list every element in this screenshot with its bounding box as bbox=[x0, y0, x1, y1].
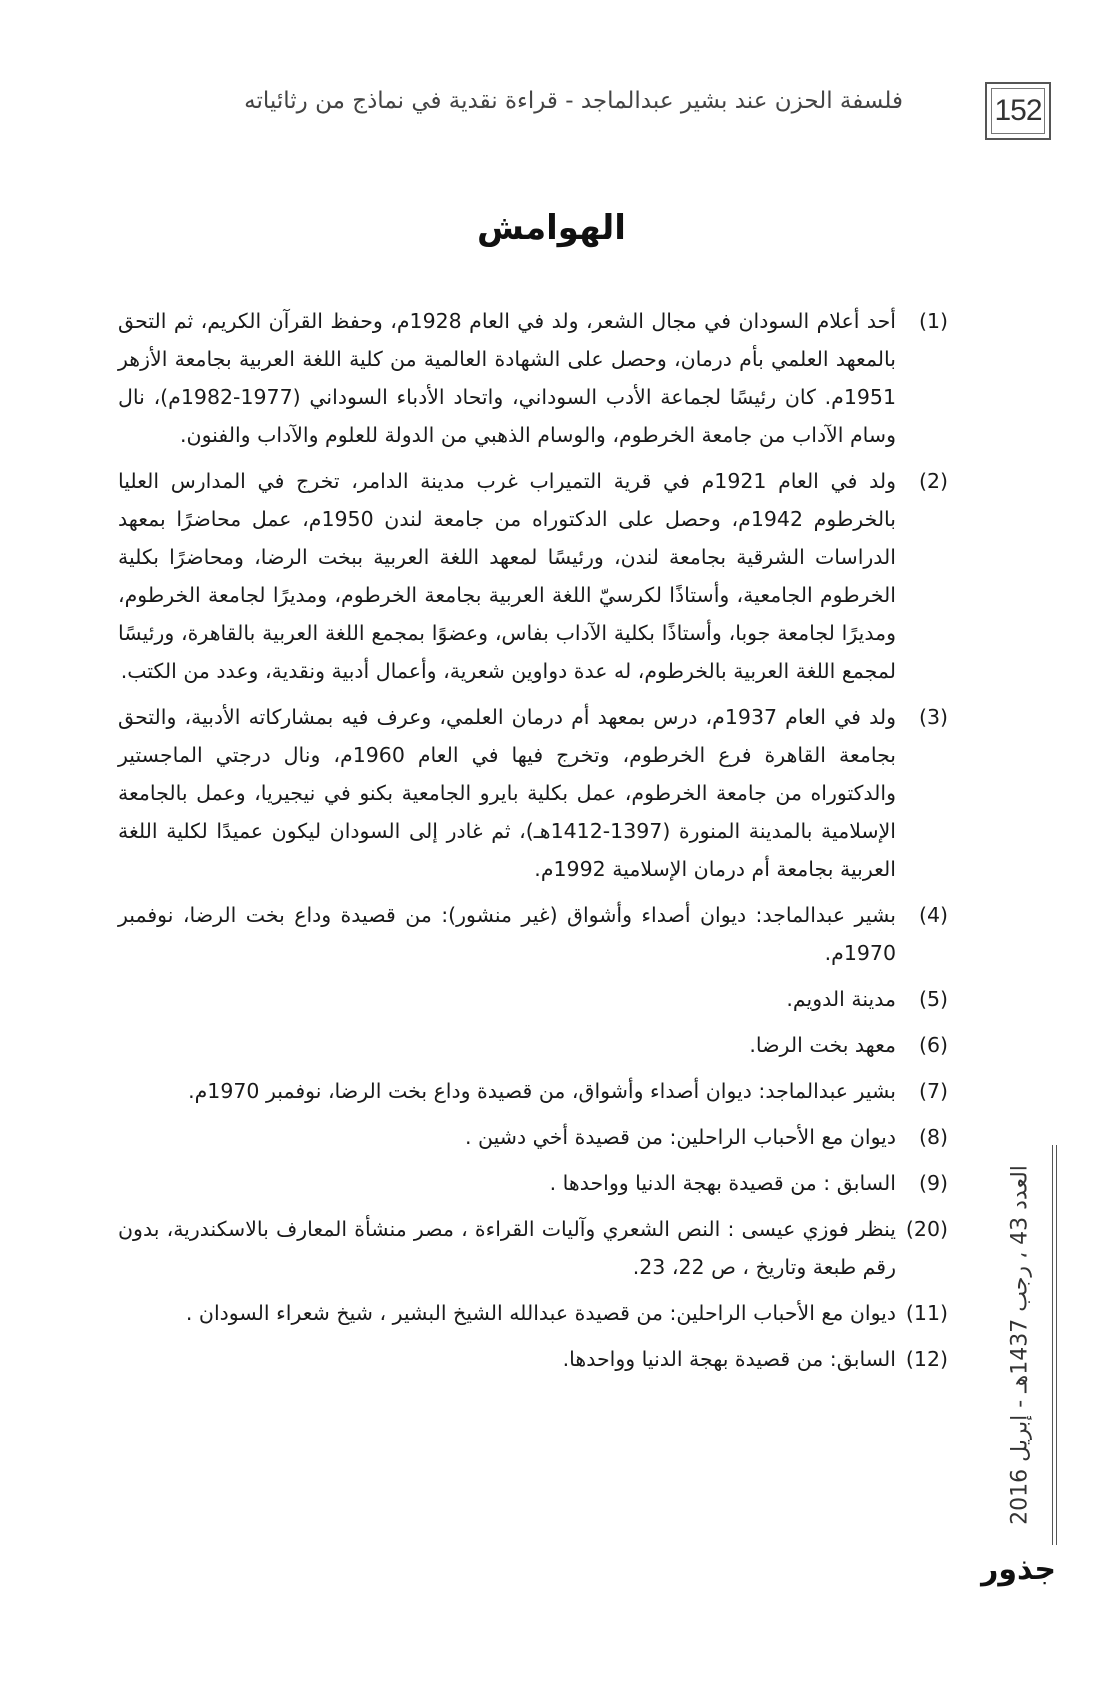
footnote-number: (2) bbox=[918, 469, 948, 493]
footnote-number: (9) bbox=[918, 1171, 948, 1195]
footnote bbox=[118, 1164, 948, 1202]
footnote-text: السابق: من قصيدة بهجة الدنيا وواحدها. bbox=[562, 1347, 896, 1371]
footnote bbox=[118, 1210, 948, 1286]
footnote-number: (4) bbox=[918, 903, 948, 927]
footnote bbox=[118, 1026, 948, 1064]
footnote-text: ولد في العام 1937م، درس بمعهد أم درمان العلمي، وعرف فيه بمشاركاته الأدبية، والتحق بجامعة القاهرة فرع الخرطوم، وتخرج فيها في العام 1960م، ونال درجتي الماجستير والدكتوراه من جامعة الخرطوم، عمل بكلية بايرو الجامعية بكنو في نيجيريا، وعمل بالجامعة الإسلامية بالمدينة المنورة (1397-1412هـ)، ثم غادر إلى السودان ليكون عميدًا لكلية اللغة العربية بجامعة أم درمان الإسلامية 1992م. bbox=[118, 705, 897, 881]
issue-info-text: العدد 43 ، رجب 1437هـ - إبريل 2016 bbox=[1007, 1165, 1033, 1525]
footnote-number: (12) bbox=[905, 1347, 948, 1371]
footnote-number: (1) bbox=[918, 309, 948, 333]
footnote-number: (8) bbox=[918, 1125, 948, 1149]
footnote-text: ديوان مع الأحباب الراحلين: من قصيدة عبدالله الشيخ البشير ، شيخ شعراء السودان . bbox=[185, 1301, 896, 1325]
footnote bbox=[118, 302, 948, 454]
footnote-number: (7) bbox=[918, 1079, 948, 1103]
footnote bbox=[118, 1118, 948, 1156]
footnotes-list bbox=[118, 302, 948, 1386]
footnote-text: بشير عبدالماجد: ديوان أصداء وأشواق، من قصيدة وداع بخت الرضا، نوفمبر 1970م. bbox=[188, 1079, 896, 1103]
footnote-number: (20) bbox=[905, 1217, 948, 1241]
footnote-number: (11) bbox=[905, 1301, 948, 1325]
page-number-box bbox=[985, 82, 1051, 140]
footnote-number: (6) bbox=[918, 1033, 948, 1057]
footnote-text: بشير عبدالماجد: ديوان أصداء وأشواق (غير منشور): من قصيدة وداع بخت الرضا، نوفمبر 1970م. bbox=[118, 903, 896, 965]
footnote-number: (5) bbox=[918, 987, 948, 1011]
footnote bbox=[118, 1072, 948, 1110]
section-title: الهوامش bbox=[477, 208, 626, 248]
footnote-text: السابق : من قصيدة بهجة الدنيا وواحدها . bbox=[549, 1171, 896, 1195]
footnote-text: ديوان مع الأحباب الراحلين: من قصيدة أخي دشين . bbox=[464, 1125, 896, 1149]
footnote-text: معهد بخت الرضا. bbox=[749, 1033, 896, 1057]
running-header-title: فلسفة الحزن عند بشير عبدالماجد - قراءة نقدية في نماذج من رثائياته bbox=[244, 88, 903, 114]
footnote bbox=[118, 1340, 948, 1378]
journal-logo: جذور bbox=[981, 1552, 1056, 1587]
footnote bbox=[118, 698, 948, 888]
footnote-text: أحد أعلام السودان في مجال الشعر، ولد في العام 1928م، وحفظ القرآن الكريم، ثم التحق بالمعهد العلمي بأم درمان، وحصل على الشهادة العالمية من كلية اللغة العربية بجامعة الأزهر 1951م. كان رئيسًا لجماعة الأدب السوداني، واتحاد الأدباء السوداني (1977-1982م)، نال وسام الآداب من جامعة الخرطوم، والوسام الذهبي من الدولة للعلوم والآداب والفنون. bbox=[118, 309, 896, 447]
footnote-text: ينظر فوزي عيسى : النص الشعري وآليات القراءة ، مصر منشأة المعارف بالاسكندرية، بدون رقم طبعة وتاريخ ، ص 22، 23. bbox=[118, 1217, 896, 1279]
footnote-text: مدينة الدويم. bbox=[786, 987, 896, 1011]
footnote bbox=[118, 980, 948, 1018]
footnote bbox=[118, 1294, 948, 1332]
footnote bbox=[118, 896, 948, 972]
issue-info-sidebar bbox=[1000, 1145, 1040, 1545]
footnote bbox=[118, 462, 948, 690]
page-number: 152 bbox=[991, 88, 1045, 134]
sidebar-rule bbox=[1052, 1145, 1057, 1545]
footnote-number: (3) bbox=[918, 705, 948, 729]
footnote-text: ولد في العام 1921م في قرية التميراب غرب مدينة الدامر، تخرج في المدارس العليا بالخرطوم 1942م، وحصل على الدكتوراه من جامعة لندن 1950م، عمل محاضرًا بمعهد الدراسات الشرقية بجامعة لندن، ورئيسًا لمعهد اللغة العربية ببخت الرضا، ومحاضرًا بكلية الخرطوم الجامعية، وأستاذًا لكرسيّ اللغة العربية بجامعة الخرطوم، ومديرًا لجامعة الخرطوم، ومديرًا لجامعة جوبا، وأستاذًا بكلية الآداب بفاس، وعضوًا بمجمع اللغة العربية بالقاهرة، ورئيسًا لمجمع اللغة العربية بالخرطوم، له عدة دواوين شعرية، وأعمال أدبية ونقدية، وعدد من الكتب. bbox=[118, 469, 897, 683]
